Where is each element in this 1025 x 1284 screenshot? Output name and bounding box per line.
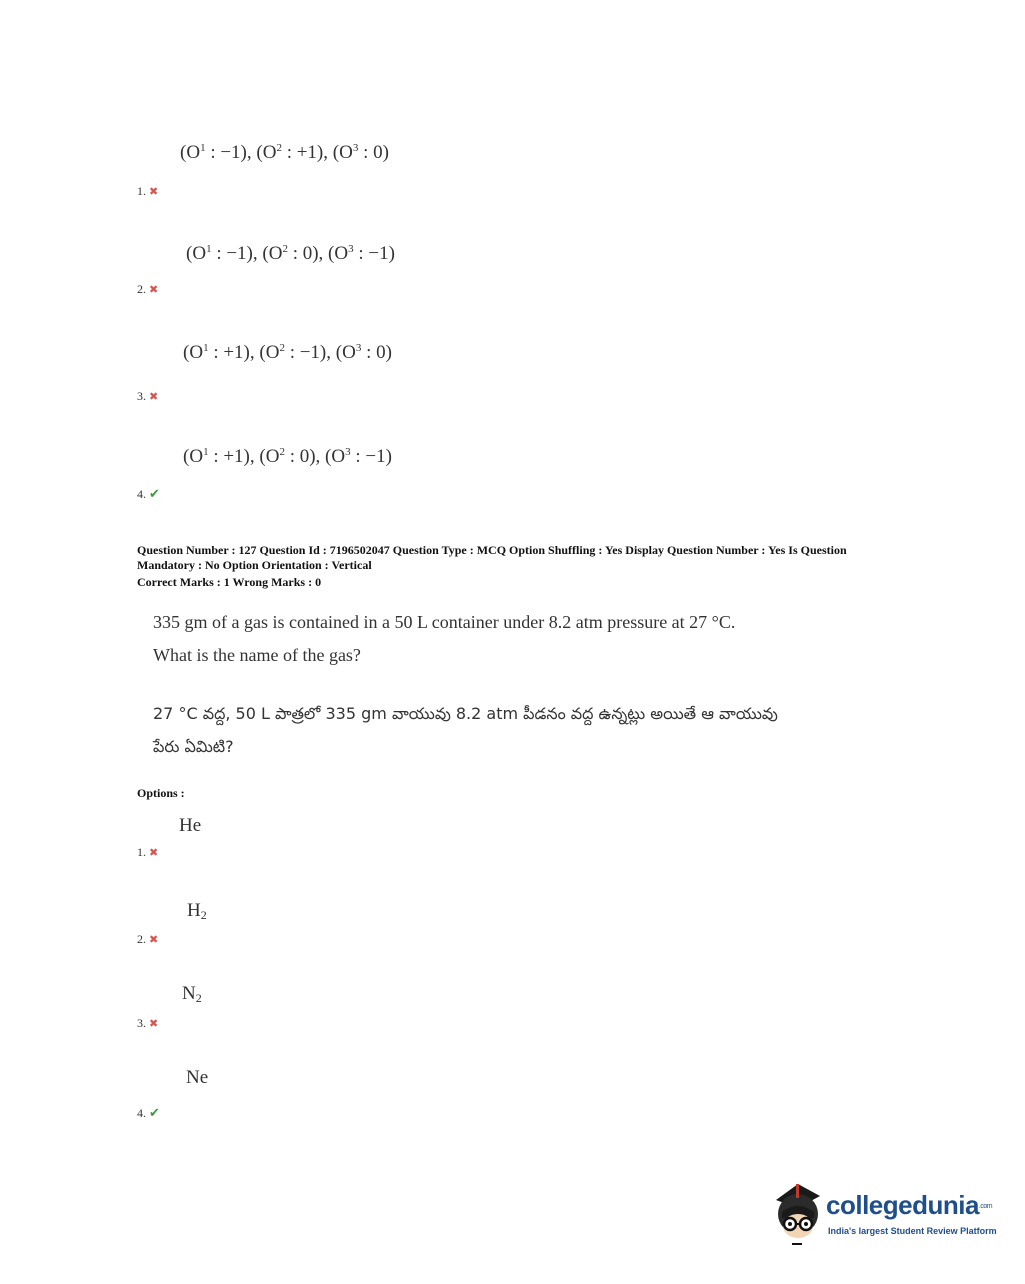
question-meta-line-1: Question Number : 127 Question Id : 7196502047 Question Type : MCQ Option Shuffling : Yes Display Question Number : Yes Is Question [137, 543, 847, 557]
question-english [153, 606, 735, 672]
prev-option-1-number: 1. ✖ [137, 184, 159, 198]
question-meta-line-2: Mandatory : No Option Orientation : Vertical [137, 558, 372, 572]
prev-option-4-number: 4. ✔ [137, 486, 160, 501]
question-meta [137, 543, 897, 590]
option-2-number: 2. ✖ [137, 932, 159, 946]
question-telugu [153, 697, 778, 763]
logo-wordmark: collegedunia$^{.com}$ [826, 1190, 993, 1220]
prev-option-3-number: 3. ✖ [137, 389, 159, 403]
question-telugu-line-1: 27 °C వద్ద, 50 L పాత్రలో 335 gm వాయువు 8.2 atm పీడనం వద్ద ఉన్నట్లు అయితే ఆ వాయువు [153, 704, 778, 723]
question-meta-line-3: Correct Marks : 1 Wrong Marks : 0 [137, 575, 322, 589]
question-english-line-2: What is the name of the gas? [153, 645, 361, 665]
wrong-icon: ✖ [149, 1018, 159, 1030]
option-3-number: 3. ✖ [137, 1016, 159, 1030]
check-icon: ✔ [149, 486, 160, 501]
prev-option-4-text: ($O^1$ : +1), ($O^2$ : 0), ($O^3$ : −1) [183, 446, 392, 467]
option-3-text: $N_2$ [182, 983, 202, 1005]
option-4-text: Ne [186, 1067, 209, 1088]
option-2-text: $H_2$ [187, 900, 207, 922]
option-4-number: 4. ✔ [137, 1105, 160, 1120]
question-english-line-1: 335 gm of a gas is contained in a 50 L container under 8.2 atm pressure at 27 °C. [153, 612, 736, 632]
logo-tagline: India's largest Student Review Platform [828, 1226, 997, 1236]
prev-option-1-text: ($O^1$ : −1), ($O^2$ : +1), ($O^3$ : 0) [180, 142, 389, 163]
option-1-number: 1. ✖ [137, 845, 159, 859]
question-telugu-line-2: పేరు ఏమిటి? [153, 737, 234, 756]
wrong-icon: ✖ [149, 847, 159, 859]
prev-option-3-text: ($O^1$ : +1), ($O^2$ : −1), ($O^3$ : 0) [183, 342, 392, 363]
wrong-icon: ✖ [149, 391, 159, 403]
prev-option-2-text: ($O^1$ : −1), ($O^2$ : 0), ($O^3$ : −1) [186, 243, 395, 264]
wrong-icon: ✖ [149, 186, 159, 198]
collegedunia-logo [768, 1178, 998, 1250]
check-icon: ✔ [149, 1105, 160, 1120]
wrong-icon: ✖ [149, 284, 159, 296]
option-1-text: He [179, 815, 202, 836]
mascot-icon [768, 1178, 826, 1248]
options-label: Options : [137, 786, 185, 800]
wrong-icon: ✖ [149, 934, 159, 946]
prev-option-2-number: 2. ✖ [137, 282, 159, 296]
